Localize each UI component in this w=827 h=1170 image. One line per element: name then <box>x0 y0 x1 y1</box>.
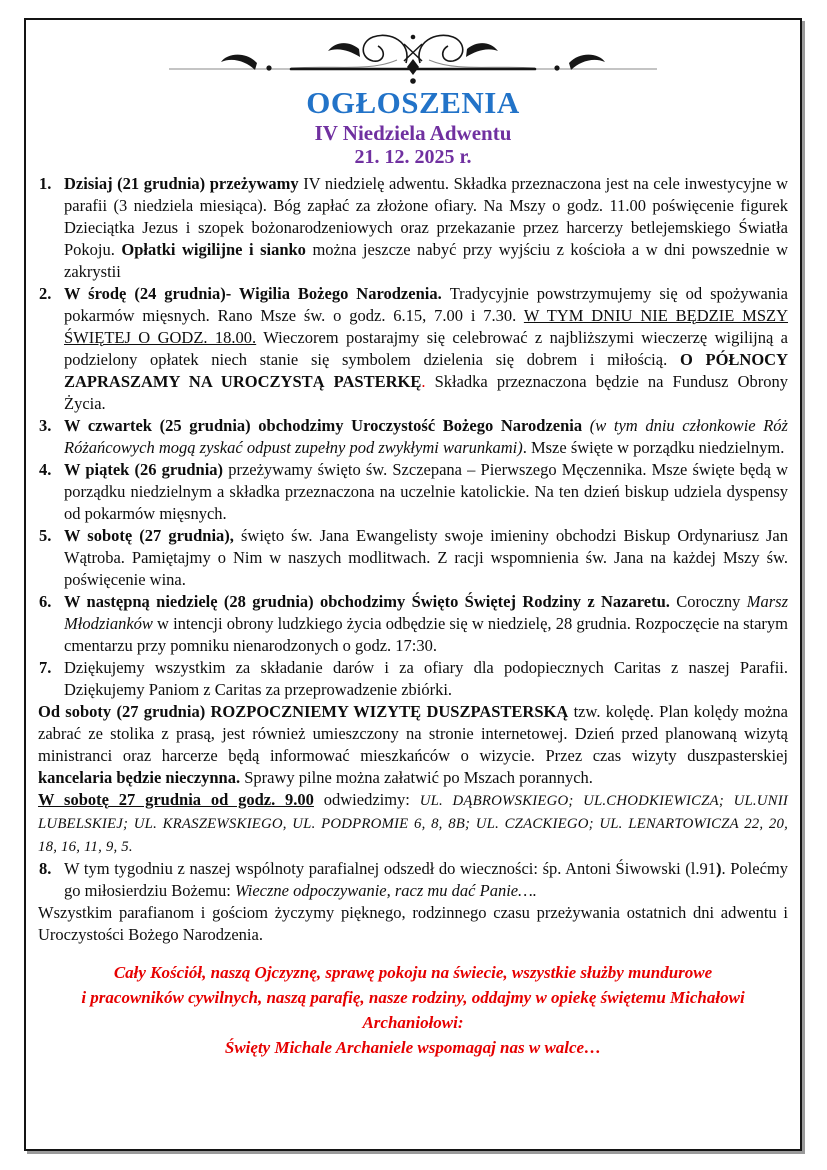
announcement-item <box>38 858 788 902</box>
item-number: 2. <box>39 284 52 303</box>
text-segment: W następną niedzielę (28 grudnia) obchodzimy Święto Świętej Rodziny z Nazaretu. <box>64 592 677 611</box>
text-segment: Wszystkim parafianom i gościom życzymy pięknego, rodzinnego czasu przeżywania ostatnich dni adwentu i Uroczystości Bożego Narodzenia. <box>38 903 788 944</box>
text-segment: Coroczny <box>676 592 747 611</box>
item-number: 1. <box>39 174 52 193</box>
announcement-item <box>38 459 788 525</box>
text-segment: Tradycyjnie powstrzymujemy się od spożywania pokarmów mięsnych. Rano Msze św. o godz. 6.15, 7.00 i 7.30. <box>64 284 788 325</box>
item-number: 7. <box>39 658 52 677</box>
text-segment: W środę (24 grudnia)- Wigilia Bożego Narodzenia. <box>64 284 450 303</box>
page-border-frame <box>24 18 802 1151</box>
closing-wishes-paragraph <box>38 902 788 946</box>
text-segment: przeżywamy święto św. Szczepana – Pierwszego Męczennika. Msze święte będą w porządku niedzielnym a składka przeznaczona na uczelnie katolickie. Na ten dzień biskup udziela dyspensy od pokarmów mięsnych. <box>64 460 788 523</box>
item-number: 5. <box>39 526 52 545</box>
announcement-item <box>38 657 788 701</box>
text-segment: ) <box>716 859 722 878</box>
text-segment: tzw. kolędę. Plan kolędy można zabrać ze stolika z prasą, jest również umieszczony na stronie internetowej. Dzień przed planowaną wizytą ministranci oraz harcerze będą informować mieszkańców o wizycie. Przez czas wizyty duszpasterskiej <box>38 702 788 765</box>
text-segment: Wieczne odpoczywanie, racz mu dać Panie…. <box>234 881 537 900</box>
text-segment: W TYM DNIU NIE BĘDZIE MSZY ŚWIĘTEJ O GODZ. 18.00. <box>64 306 789 347</box>
announcement-item <box>38 591 788 657</box>
text-segment: święto św. Jana Ewangelisty swoje imieniny obchodzi Biskup Ordynariusz Jan Wątroba. Pamiętajmy o Nim w naszych modlitwach. Z racji wspomnienia św. Jana na każdej Mszy św. poświęcenie wina. <box>64 526 788 589</box>
text-segment: Wieczorem postarajmy się celebrować z najbliższymi wieczerzę wigilijną a podzielony opłatek niech stanie się symbolem dzielenia się dobrem i miłością. <box>64 328 788 369</box>
text-segment: IV niedzielę adwentu. Składka przeznaczona jest na cele inwestycyjne w parafii (3 niedziela miesiąca). Bóg zapłać za złożone ofiary. Na Mszy o godz. 11.00 poświęcenie figurek Dzieciątka Jezus i szopek bożonarodzeniowych oraz przekazanie przez harcerzy betlejemskiego Światła Pokoju. <box>64 174 788 259</box>
prayer-line: Święty Michale Archaniele wspomagaj nas w walce… <box>224 1038 602 1057</box>
prayer-line: i pracowników cywilnych, naszą parafię, nasze rodziny, oddajmy w opiekę świętemu Michałowi <box>81 988 745 1007</box>
text-segment: Opłatki wigilijne i sianko <box>121 240 313 259</box>
text-segment: . Msze święte w porządku niedzielnym. <box>522 438 785 457</box>
text-segment: . Polećmy go miłosierdziu Bożemu: <box>64 859 788 900</box>
text-segment: kancelaria będzie nieczynna. <box>38 768 245 787</box>
text-segment: Składka przeznaczona będzie na Fundusz Obrony Życia. <box>64 372 788 413</box>
announcement-item <box>38 283 788 415</box>
text-segment: W piątek (26 grudnia) <box>64 460 229 479</box>
text-segment: (w tym dniu członkowie Róż Różańcowych mogą zyskać odpust zupełny pod zwykłymi warunkami) <box>64 416 788 457</box>
announcement-item <box>38 525 788 591</box>
prayer-line: Archaniołowi: <box>362 1013 464 1032</box>
text-segment: O PÓŁNOCY ZAPRASZAMY NA UROCZYSTĄ PASTERKĘ <box>64 350 788 391</box>
announcement-item <box>38 173 788 283</box>
text-segment: można jeszcze nabyć przy wyjściu z kościoła a w dni powszednie w zakrystii <box>64 240 789 281</box>
page-subtitle: IV Niedziela Adwentu <box>314 121 512 145</box>
text-segment: W sobotę (27 grudnia), <box>64 526 241 545</box>
text-segment: odwiedzimy: <box>313 790 420 809</box>
text-segment: w intencji obrony ludzkiego życia odbędzie się w niedzielę, 28 grudnia. Rozpoczęcie na starym cmentarzu przy pomniku nienarodzonych o godz. 17:30. <box>64 614 788 655</box>
text-segment: Sprawy pilne można załatwić po Mszach porannych. <box>244 768 593 787</box>
announcement-item <box>38 415 788 459</box>
text-segment: Dziękujemy wszystkim za składanie darów i za ofiary dla podopiecznych Caritas z naszej Parafii. Dziękujemy Paniom z Caritas za przeprowadzenie zbiórki. <box>64 658 788 699</box>
text-segment: W sobotę 27 grudnia od godz. 9.00 <box>38 790 314 809</box>
announcements-list <box>38 173 788 1060</box>
text-segment: Od soboty (27 grudnia) ROZPOCZNIEMY WIZYTĘ DUSZPASTERSKĄ <box>38 702 574 721</box>
item-number: 4. <box>39 460 52 479</box>
item-number: 3. <box>39 416 52 435</box>
page-title: OGŁOSZENIA <box>306 85 520 120</box>
visit-schedule-paragraph <box>38 789 788 858</box>
text-segment: . <box>421 372 426 391</box>
text-segment: UL. DĄBROWSKIEGO; UL.CHODKIEWICZA; UL.UNII LUBELSKIEJ; UL. KRASZEWSKIEGO, UL. PODPROMIE 6, 8, 8B; UL. CZACKIEGO; UL. LENARTOWICZA 22, 20, 18, 16, 11, 9, 5. <box>38 793 788 855</box>
text-segment: Marsz Młodzianków <box>64 592 788 633</box>
page-date: 21. 12. 2025 r. <box>354 146 472 168</box>
text-segment: W tym tygodniu z naszej wspólnoty parafialnej odszedł do wieczności: śp. Antoni Śiwowski (l.91 <box>64 859 716 878</box>
header-flourish-icon <box>163 30 663 86</box>
text-segment: W czwartek (25 grudnia) obchodzimy Uroczystość Bożego Narodzenia <box>64 416 590 435</box>
item-number: 8. <box>39 859 52 878</box>
item-number: 6. <box>39 592 52 611</box>
closing-prayer <box>38 960 788 1060</box>
pastoral-visit-paragraph <box>38 701 788 789</box>
text-segment: Dzisiaj (21 grudnia) przeżywamy <box>64 174 304 193</box>
prayer-line: Cały Kościół, naszą Ojczyznę, sprawę pokoju na świecie, wszystkie służby mundurowe <box>113 963 713 982</box>
